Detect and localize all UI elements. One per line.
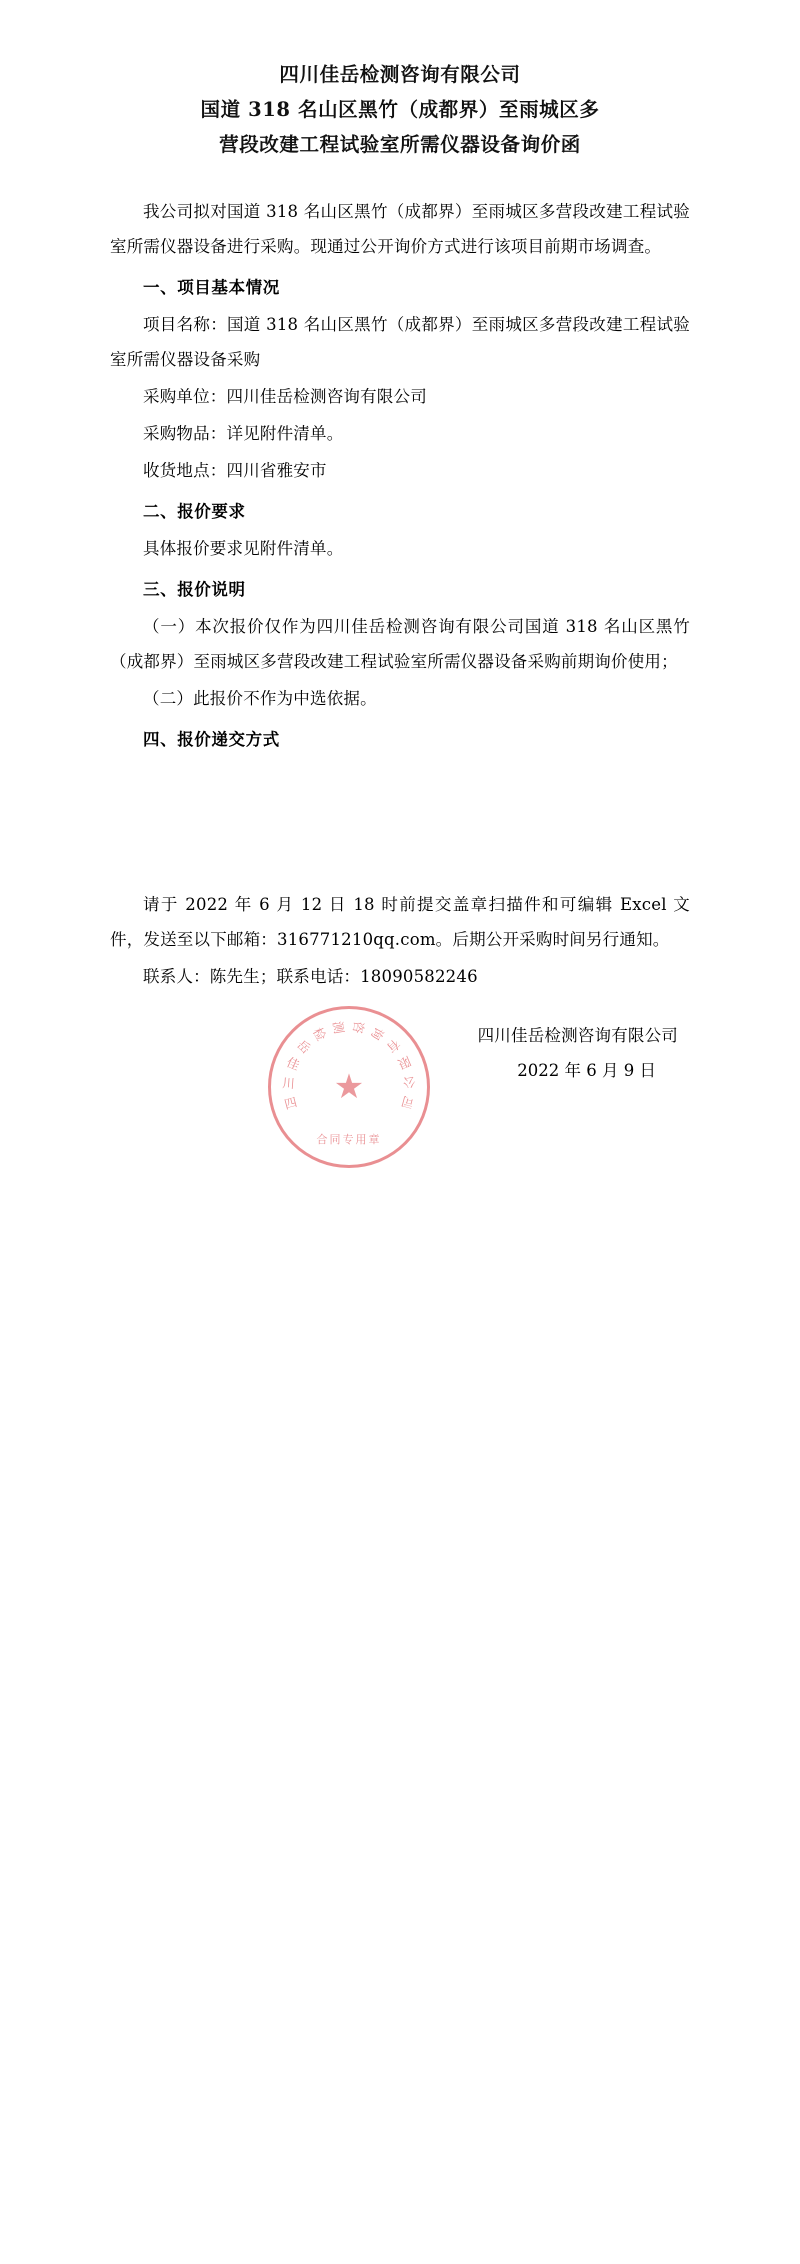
section-heading-2: 二、报价要求 xyxy=(143,502,246,521)
document-title xyxy=(110,0,690,162)
section-2-item-1: 具体报价要求见附件清单。 xyxy=(143,539,344,558)
title-line-1: 国道 318 名山区黑竹（成都界）至雨城区多 xyxy=(200,98,600,121)
title-line-2: 营段改建工程试验室所需仪器设备询价函 xyxy=(219,133,581,156)
submission-paragraph: 请于 2022 年 6 月 12 日 18 时前提交盖章扫描件和可编辑 Excel 文件，发送至以下邮箱：316771210qq.com。后期公开采购时间另行通知。 xyxy=(110,895,690,949)
section-1-item-2: 采购单位：四川佳岳检测咨询有限公司 xyxy=(143,387,427,406)
seal-arc-text: 四 川 佳 岳 检 测 咨 询 有 限 公 司 xyxy=(281,1019,417,1113)
section-1-item-4: 收货地点：四川省雅安市 xyxy=(143,461,327,480)
section-3-item-1: （一）本次报价仅作为四川佳岳检测咨询有限公司国道 318 名山区黑竹（成都界）至雨城区多营段改建工程试验室所需仪器设备采购前期询价使用； xyxy=(110,617,690,671)
section-heading-4: 四、报价递交方式 xyxy=(143,730,280,749)
seal-bottom-text: 合同专用章 xyxy=(316,1133,382,1146)
section-1-item-3: 采购物品：详见附件清单。 xyxy=(143,424,344,443)
signature-block xyxy=(110,1018,690,1088)
section-1-item-1: 项目名称：国道 318 名山区黑竹（成都界）至雨城区多营段改建工程试验室所需仪器设备采购 xyxy=(110,315,690,369)
intro-paragraph: 我公司拟对国道 318 名山区黑竹（成都界）至雨城区多营段改建工程试验室所需仪器设备进行采购。现通过公开询价方式进行该项目前期市场调查。 xyxy=(110,202,690,256)
section-heading-3: 三、报价说明 xyxy=(143,580,246,599)
section-3-item-2: （二）此报价不作为中选依据。 xyxy=(143,689,377,708)
signature-date: 2022 年 6 月 9 日 xyxy=(517,1061,656,1080)
section-heading-1: 一、项目基本情况 xyxy=(143,278,280,297)
contact-paragraph: 联系人：陈先生；联系电话：18090582246 xyxy=(143,967,478,986)
document-body xyxy=(110,194,690,1088)
blank-spacer xyxy=(110,759,690,887)
title-line-company: 四川佳岳检测咨询有限公司 xyxy=(279,63,521,86)
seal-star-icon: ★ xyxy=(333,1067,365,1107)
signature-company: 四川佳岳检测咨询有限公司 xyxy=(477,1026,678,1045)
